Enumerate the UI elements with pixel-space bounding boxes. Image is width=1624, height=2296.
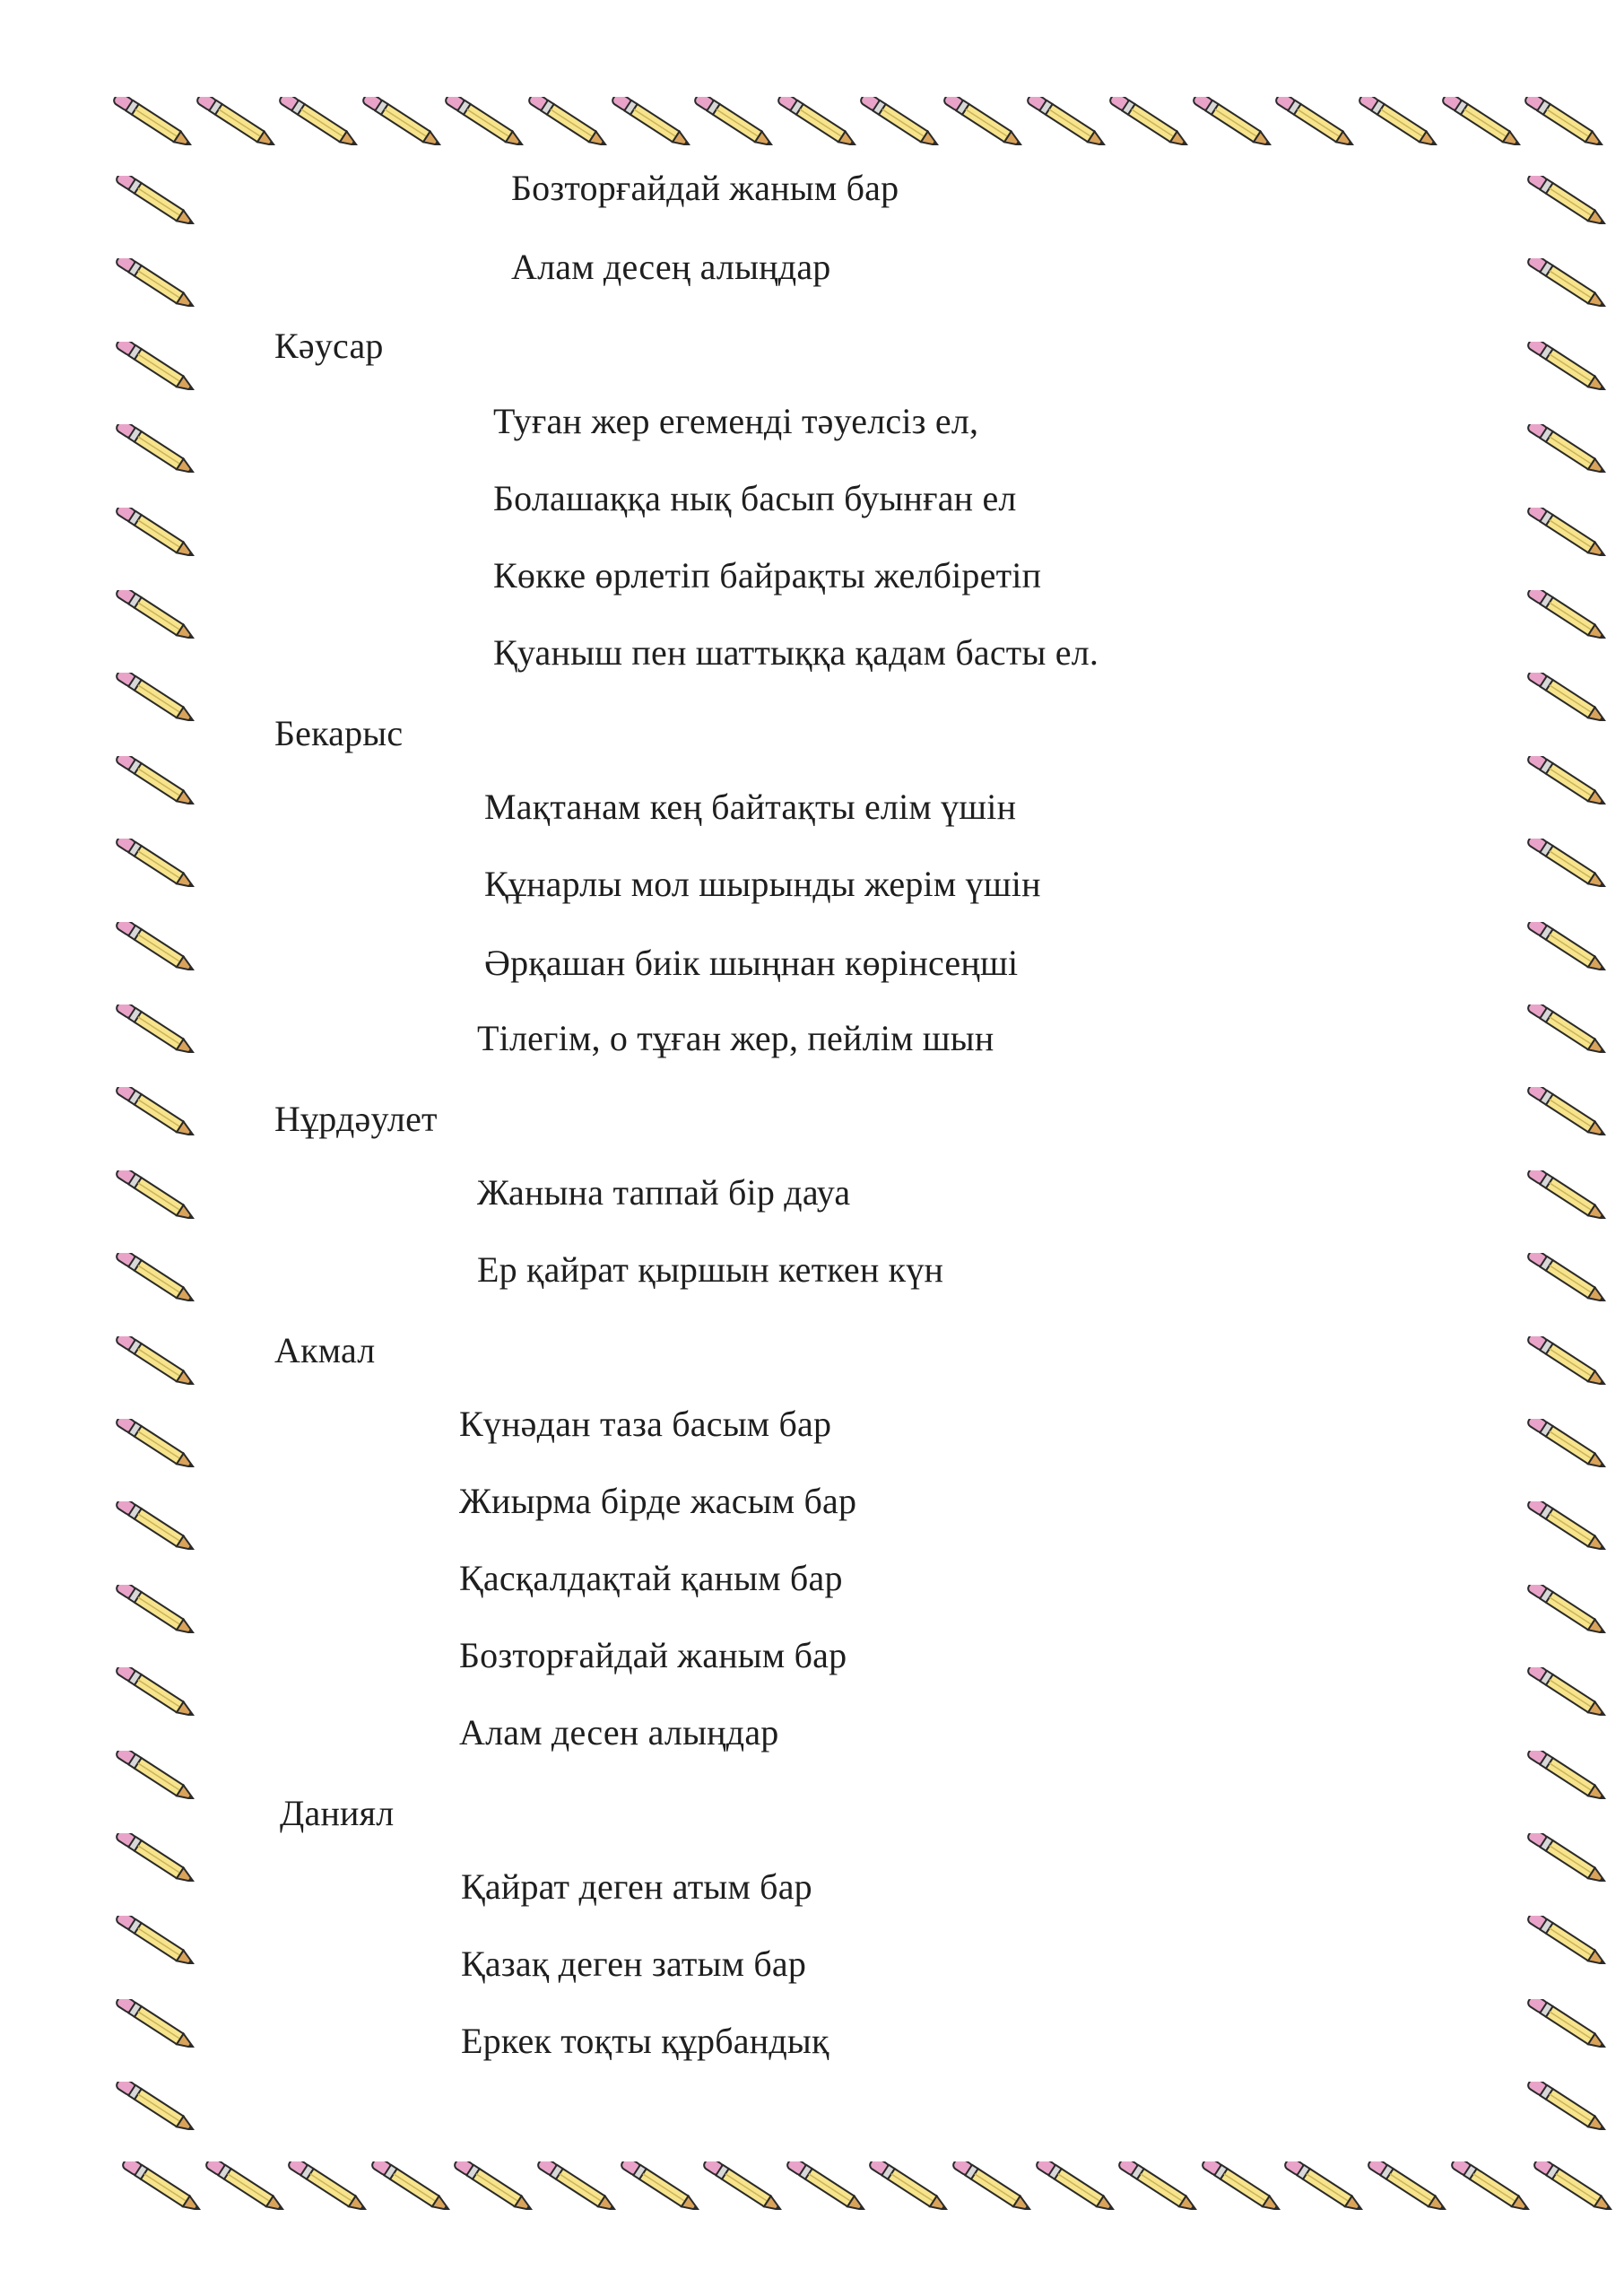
- pencil-icon: [1017, 97, 1117, 145]
- pencil-icon: [1026, 2161, 1126, 2210]
- verse-line: Күнәдан таза басым бар: [459, 1404, 832, 1444]
- pencil-icon: [1517, 508, 1618, 556]
- verse-line: Тілегім, о тұған жер, пейлім шын: [477, 1018, 994, 1058]
- pencil-icon: [1517, 2082, 1618, 2130]
- pencil-icon: [859, 2161, 960, 2210]
- pencil-icon: [1183, 97, 1283, 145]
- verse-line: Ер қайрат қыршын кеткен күн: [477, 1249, 944, 1290]
- pencil-icon: [1517, 1004, 1618, 1053]
- verse-line: Қайрат деген атым бар: [461, 1866, 812, 1907]
- pencil-icon: [106, 1833, 206, 1882]
- verse-line: Қасқалдақтай қаным бар: [459, 1558, 843, 1598]
- pencil-icon: [1517, 590, 1618, 639]
- pencil-icon: [106, 1087, 206, 1135]
- pencil-icon: [1441, 2161, 1541, 2210]
- pencil-icon: [269, 97, 369, 145]
- pencil-icon: [1349, 97, 1449, 145]
- pencil-icon: [1358, 2161, 1458, 2210]
- pencil-icon: [106, 424, 206, 473]
- intro-line: Алам десең алыңдар: [511, 247, 831, 287]
- verse-line: Құнарлы мол шырынды жерім үшін: [484, 864, 1041, 904]
- pencil-icon: [106, 1419, 206, 1467]
- verse-line: Қазақ деген затым бар: [461, 1944, 807, 1984]
- pencil-icon: [1517, 1253, 1618, 1301]
- verse-line: Әрқашан биік шыңнан көрінсеңші: [484, 943, 1019, 983]
- pencil-icon: [602, 97, 702, 145]
- pencil-icon: [444, 2161, 544, 2210]
- pencil-icon: [1517, 673, 1618, 721]
- pencil-icon: [1517, 1667, 1618, 1716]
- pencil-icon: [1515, 97, 1615, 145]
- pencil-icon: [518, 97, 619, 145]
- pencil-icon: [106, 922, 206, 970]
- pencil-icon: [1517, 1585, 1618, 1633]
- pencil-icon: [1274, 2161, 1375, 2210]
- pencil-icon: [1517, 922, 1618, 970]
- pencil-icon: [106, 342, 206, 390]
- pencil-icon: [106, 1751, 206, 1799]
- pencil-icon: [1517, 839, 1618, 887]
- pencil-icon: [106, 1999, 206, 2048]
- pencil-icon: [106, 673, 206, 721]
- pencil-icon: [1517, 1501, 1618, 1550]
- verse-line: Көкке өрлетіп байрақты желбіретіп: [493, 555, 1042, 596]
- pencil-icon: [768, 97, 868, 145]
- pencil-icon: [1517, 424, 1618, 473]
- verse-line: Жиырма бірде жасым бар: [459, 1481, 857, 1521]
- pencil-icon: [352, 97, 453, 145]
- pencil-icon: [777, 2161, 877, 2210]
- pencil-icon: [106, 508, 206, 556]
- verse-line: Бозторғайдай жаным бар: [459, 1635, 847, 1675]
- pencil-icon: [1517, 258, 1618, 307]
- pencil-icon: [106, 1170, 206, 1219]
- pencil-icon: [106, 1667, 206, 1716]
- speaker-name: Кәусар: [274, 326, 384, 366]
- pencil-icon: [106, 590, 206, 639]
- pencil-icon: [1524, 2161, 1624, 2210]
- pencil-icon: [106, 839, 206, 887]
- verse-line: Мақтанам кең байтақты елім үшін: [484, 787, 1017, 827]
- pencil-icon: [106, 1253, 206, 1301]
- verse-line: Алам десен алыңдар: [459, 1712, 779, 1752]
- pencil-icon: [1517, 1087, 1618, 1135]
- intro-line: Бозторғайдай жаным бар: [511, 168, 899, 208]
- pencil-icon: [1192, 2161, 1292, 2210]
- pencil-icon: [1517, 1916, 1618, 1964]
- verse-line: Туған жер егеменді тәуелсіз ел,: [493, 401, 979, 441]
- pencil-icon: [684, 97, 785, 145]
- speaker-name: Акмал: [274, 1330, 376, 1370]
- pencil-icon: [106, 1585, 206, 1633]
- pencil-icon: [1517, 176, 1618, 224]
- pencil-icon: [278, 2161, 378, 2210]
- pencil-icon: [1517, 1833, 1618, 1882]
- pencil-icon: [1517, 1170, 1618, 1219]
- pencil-icon: [361, 2161, 462, 2210]
- pencil-icon: [103, 97, 204, 145]
- pencil-icon: [611, 2161, 711, 2210]
- speaker-name: Бекарыс: [274, 713, 404, 753]
- pencil-icon: [112, 2161, 213, 2210]
- pencil-icon: [850, 97, 951, 145]
- pencil-icon: [1517, 756, 1618, 804]
- pencil-icon: [106, 756, 206, 804]
- verse-line: Жанына таппай бір дауа: [477, 1172, 851, 1213]
- pencil-icon: [106, 1916, 206, 1964]
- pencil-icon: [1517, 342, 1618, 390]
- pencil-icon: [1517, 1419, 1618, 1467]
- pencil-icon: [435, 97, 535, 145]
- speaker-name: Нұрдәулет: [274, 1099, 438, 1139]
- verse-line: Болашаққа нық басып буынған ел: [493, 478, 1017, 518]
- pencil-icon: [106, 1336, 206, 1385]
- pencil-icon: [934, 97, 1034, 145]
- pencil-icon: [527, 2161, 628, 2210]
- pencil-icon: [942, 2161, 1043, 2210]
- pencil-icon: [1517, 1336, 1618, 1385]
- pencil-icon: [1432, 97, 1533, 145]
- pencil-icon: [1517, 1751, 1618, 1799]
- pencil-icon: [106, 1004, 206, 1053]
- pencil-icon: [1265, 97, 1366, 145]
- pencil-icon: [106, 176, 206, 224]
- pencil-icon: [106, 2082, 206, 2130]
- pencil-icon: [1108, 2161, 1209, 2210]
- pencil-icon: [195, 2161, 296, 2210]
- speaker-name: Даниял: [280, 1793, 395, 1833]
- pencil-icon: [106, 1501, 206, 1550]
- pencil-icon: [1517, 1999, 1618, 2048]
- pencil-icon: [187, 97, 287, 145]
- verse-line: Еркек тоқты құрбандық: [461, 2021, 829, 2061]
- verse-line: Қуаныш пен шаттыққа қадам басты ел.: [493, 632, 1099, 673]
- pencil-icon: [1099, 97, 1200, 145]
- pencil-icon: [106, 258, 206, 307]
- pencil-icon: [693, 2161, 794, 2210]
